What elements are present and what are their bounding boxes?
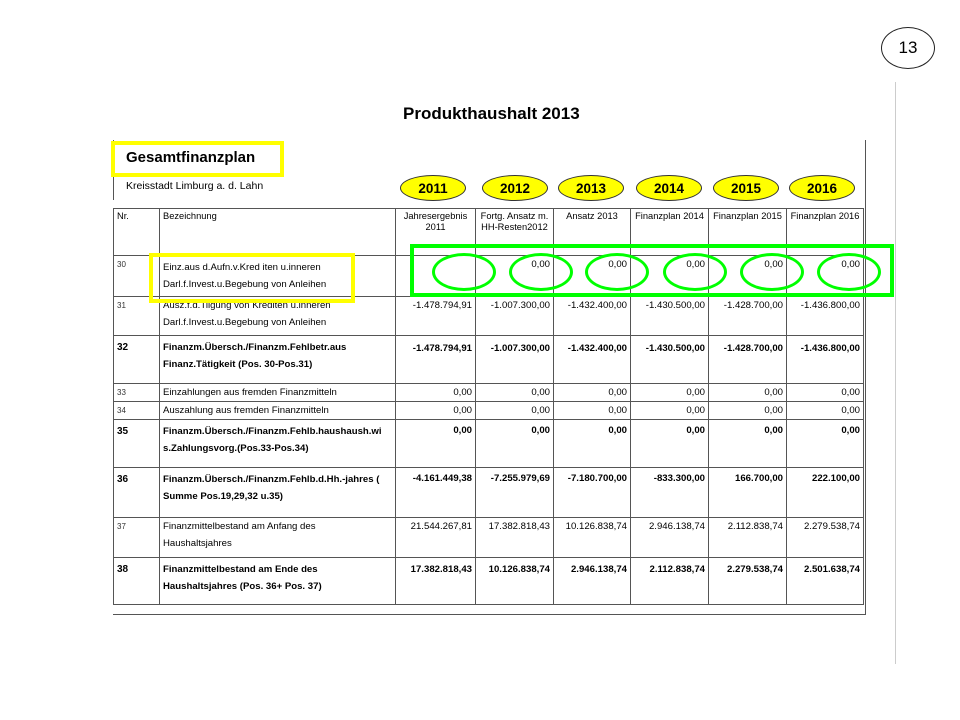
page-number: 13 <box>881 27 935 69</box>
row-value: 0,00 <box>476 256 554 297</box>
row-label-line-1: Einz.aus d.Aufn.v.Kred iten u.inneren <box>163 262 321 273</box>
row-value: -1.432.400,00 <box>554 297 631 336</box>
row-number: 30 <box>114 256 160 297</box>
row-value: -1.436.800,00 <box>787 336 864 384</box>
row-value: 0,00 <box>476 384 554 402</box>
row-label-line-1: Finanzmittelbestand am Ende des <box>163 564 318 575</box>
row-label-line-2: s.Zahlungsvorg.(Pos.33-Pos.34) <box>163 443 309 454</box>
municipality-subtitle: Kreisstadt Limburg a. d. Lahn <box>126 180 264 192</box>
row-value: 17.382.818,43 <box>396 558 476 605</box>
page-edge-rule <box>895 82 896 664</box>
table-row <box>114 384 864 402</box>
table-row-summary <box>114 420 864 468</box>
row-value: -1.428.700,00 <box>709 336 787 384</box>
table-row-summary <box>114 468 864 518</box>
row-value: -1.428.700,00 <box>709 297 787 336</box>
row-value: 0,00 <box>709 420 787 468</box>
row-value: -7.180.700,00 <box>554 468 631 518</box>
row-label <box>160 468 396 518</box>
row-label-line-1: Ausz.f.d.Tilgung von Krediten u.inneren <box>163 300 331 311</box>
value-circle-2013 <box>585 253 649 291</box>
row-label <box>160 336 396 384</box>
year-badge-2013: 2013 <box>558 175 624 201</box>
row-value: -1.432.400,00 <box>554 336 631 384</box>
row-label-line-1: Finanzm.Übersch./Finanzm.Fehlbetr.aus <box>163 342 347 353</box>
row-value: 222.100,00 <box>787 468 864 518</box>
row-value: 0,00 <box>396 420 476 468</box>
header-bezeichnung: Bezeichnung <box>160 209 396 256</box>
row-value: 0,00 <box>787 402 864 420</box>
row-value: 0,00 <box>709 384 787 402</box>
row-value: -1.436.800,00 <box>787 297 864 336</box>
row-value: 0,00 <box>476 420 554 468</box>
row-value: 2.279.538,74 <box>787 518 864 558</box>
section-title: Gesamtfinanzplan <box>126 149 256 166</box>
row-value: 0,00 <box>709 402 787 420</box>
year-badge-2012: 2012 <box>482 175 548 201</box>
row-label <box>160 558 396 605</box>
row-value: 0,00 <box>631 384 709 402</box>
row-value: 0,00 <box>787 384 864 402</box>
row-label-line-2: Haushaltsjahres <box>163 538 232 549</box>
row-label-line-2: Darl.f.Invest.u.Begebung von Anleihen <box>163 279 327 290</box>
row-value: 0,00 <box>476 402 554 420</box>
table-row <box>114 402 864 420</box>
header-col-2015: Finanzplan 2015 <box>709 209 787 256</box>
row-number: 34 <box>114 402 160 420</box>
row-label: Auszahlung aus fremden Finanzmitteln <box>160 402 396 420</box>
value-circle-2016 <box>817 253 881 291</box>
row-label-line-2: Summe Pos.19,29,32 u.35) <box>163 491 283 502</box>
row-value: -833.300,00 <box>631 468 709 518</box>
row-value: 0,00 <box>554 420 631 468</box>
row-value: -1.007.300,00 <box>476 336 554 384</box>
table-row-summary <box>114 336 864 384</box>
row-label-line-1: Finanzm.Übersch./Finanzm.Fehlb.haushaush.wi <box>163 426 382 437</box>
year-badge-2016: 2016 <box>789 175 855 201</box>
row-value: 21.544.267,81 <box>396 518 476 558</box>
row-number: 37 <box>114 518 160 558</box>
row-value: 10.126.838,74 <box>554 518 631 558</box>
header-nr: Nr. <box>114 209 160 256</box>
row-value: 0,00 <box>787 256 864 297</box>
header-col-2013: Ansatz 2013 <box>554 209 631 256</box>
row-30-label-highlight <box>149 253 355 303</box>
row-value: -7.255.979,69 <box>476 468 554 518</box>
header-col-2016: Finanzplan 2016 <box>787 209 864 256</box>
row-number: 35 <box>114 420 160 468</box>
row-label <box>160 420 396 468</box>
row-value: 0,00 <box>787 420 864 468</box>
row-number: 36 <box>114 468 160 518</box>
row-value: 166.700,00 <box>709 468 787 518</box>
year-badge-2011: 2011 <box>400 175 466 201</box>
header-col-2011: Jahresergebnis 2011 <box>396 209 476 256</box>
row-value: -4.161.449,38 <box>396 468 476 518</box>
row-label-line-2: Darl.f.Invest.u.Begebung von Anleihen <box>163 317 327 328</box>
row-value: 2.112.838,74 <box>709 518 787 558</box>
row-value: 2.501.638,74 <box>787 558 864 605</box>
row-label-line-1: Finanzmittelbestand am Anfang des <box>163 521 316 532</box>
row-value: 0,00 <box>554 402 631 420</box>
row-label-line-1: Finanzm.Übersch./Finanzm.Fehlb.d.Hh.-jahres ( <box>163 474 380 485</box>
row-value: 0,00 <box>554 256 631 297</box>
row-value: 10.126.838,74 <box>476 558 554 605</box>
row-value: -1.478.794,91 <box>396 336 476 384</box>
row-value: 0,00 <box>709 256 787 297</box>
row-value: -1.430.500,00 <box>631 336 709 384</box>
row-value: 0,00 <box>631 402 709 420</box>
value-circle-2015 <box>740 253 804 291</box>
row-number: 38 <box>114 558 160 605</box>
row-label-line-2: Haushaltsjahres (Pos. 36+ Pos. 37) <box>163 581 322 592</box>
row-value: 17.382.818,43 <box>476 518 554 558</box>
row-value: 0,00 <box>554 384 631 402</box>
row-value: 0,00 <box>396 384 476 402</box>
value-circle-2014 <box>663 253 727 291</box>
row-value: -1.007.300,00 <box>476 297 554 336</box>
document-title: Produkthaushalt 2013 <box>403 104 580 123</box>
row-value: 0,00 <box>631 256 709 297</box>
row-value: 2.946.138,74 <box>631 518 709 558</box>
row-value: 0,00 <box>396 402 476 420</box>
year-badge-2014: 2014 <box>636 175 702 201</box>
row-value: 0,00 <box>631 420 709 468</box>
row-value: 2.946.138,74 <box>554 558 631 605</box>
year-badge-2015: 2015 <box>713 175 779 201</box>
row-value: 2.279.538,74 <box>709 558 787 605</box>
row-label <box>160 518 396 558</box>
table-row-summary <box>114 558 864 605</box>
row-value: 2.112.838,74 <box>631 558 709 605</box>
header-col-2012: Fortg. Ansatz m. HH-Resten2012 <box>476 209 554 256</box>
row-number: 32 <box>114 336 160 384</box>
row-label: Einzahlungen aus fremden Finanzmitteln <box>160 384 396 402</box>
header-col-2014: Finanzplan 2014 <box>631 209 709 256</box>
row-value: -1.430.500,00 <box>631 297 709 336</box>
table-row <box>114 518 864 558</box>
row-label-line-2: Finanz.Tätigkeit (Pos. 30-Pos.31) <box>163 359 313 370</box>
row-value: -1.478.794,91 <box>396 297 476 336</box>
row-number: 33 <box>114 384 160 402</box>
value-circle-2012 <box>509 253 573 291</box>
row-number: 31 <box>114 297 160 336</box>
value-circle-2011 <box>432 253 496 291</box>
